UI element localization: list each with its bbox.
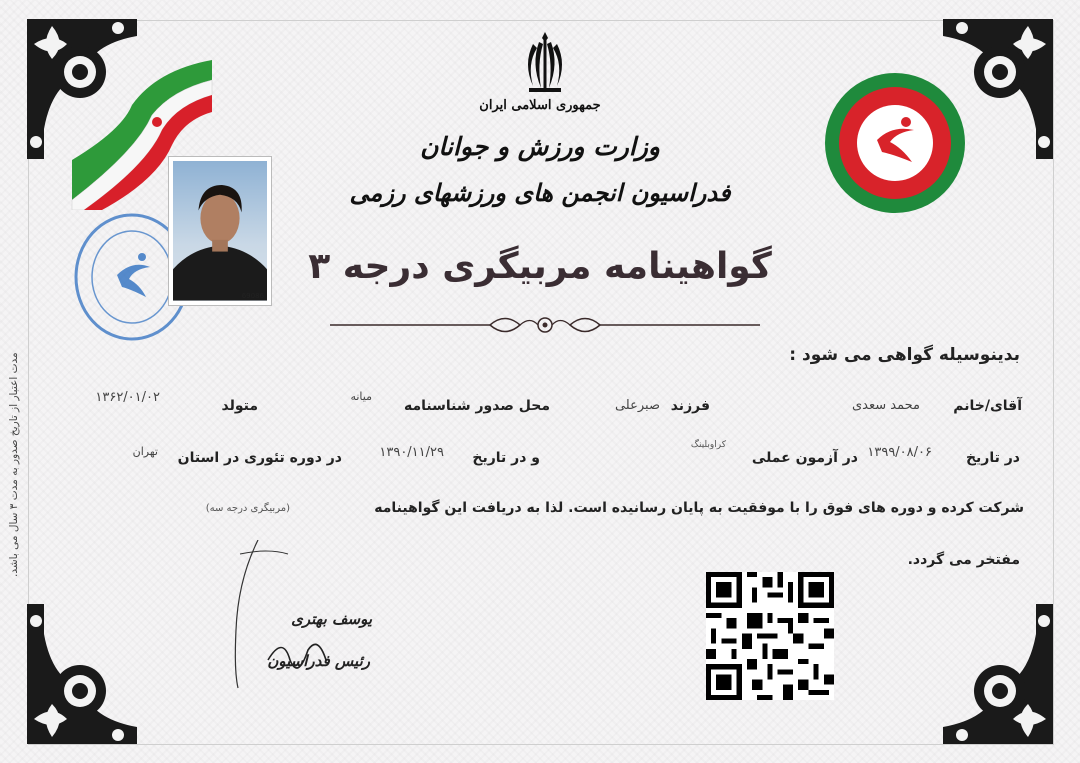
father-value: صبرعلی bbox=[614, 398, 660, 413]
federation-name: فدراسیون انجمن های ورزشهای رزمی bbox=[349, 178, 731, 207]
signer-name: یوسف بهتری bbox=[291, 610, 372, 628]
certificate-title: گواهینامه مربیگری درجه ۳ bbox=[308, 246, 772, 287]
mr-mrs-label: آقای/خانم bbox=[953, 398, 1022, 414]
and-on-date-label: و در تاریخ bbox=[472, 450, 540, 466]
country-name: جمهوری اسلامی ایران bbox=[479, 98, 601, 113]
on-date-label: در تاریخ bbox=[965, 450, 1020, 466]
grade-value: (مربیگری درجه سه) bbox=[205, 503, 290, 514]
practical-exam-label: در آزمون عملی bbox=[751, 450, 858, 466]
portrait-image bbox=[173, 161, 267, 301]
proud-text: مفتخر می گردد. bbox=[907, 552, 1020, 568]
signer-role: رئیس فدراسیون bbox=[267, 652, 370, 670]
theory-date-value: ۱۳۹۰/۱۱/۲۹ bbox=[379, 445, 444, 460]
discipline-value: کراوبلینگ bbox=[690, 440, 726, 450]
validity-note: مدت اعتبار از تاریخ صدور به مدت ۳ سال می باشد. bbox=[8, 352, 20, 578]
issue-place-value: میانه bbox=[350, 390, 372, 403]
born-label: متولد bbox=[221, 398, 258, 414]
holder-photo bbox=[168, 156, 272, 306]
ministry-name: وزارت ورزش و جوانان bbox=[420, 132, 660, 161]
title-ornament bbox=[330, 312, 760, 338]
corner-ornament-bottom-left bbox=[22, 599, 142, 749]
intro-text: بدینوسیله گواهی می شود : bbox=[789, 345, 1020, 365]
issue-place-label: محل صدور شناسنامه bbox=[403, 398, 550, 414]
theory-course-label: در دوره تئوری در استان bbox=[177, 450, 342, 466]
federation-logo bbox=[822, 70, 968, 216]
practical-date-value: ۱۳۹۹/۰۸/۰۶ bbox=[867, 445, 932, 460]
name-value: محمد سعدی bbox=[852, 398, 920, 413]
child-of-label: فرزند bbox=[670, 398, 710, 414]
photo-number: 69086 bbox=[241, 292, 264, 300]
corner-ornament-bottom-right bbox=[938, 599, 1058, 749]
birth-date-value: ۱۳۶۲/۰۱/۰۲ bbox=[95, 390, 160, 405]
completion-text: شرکت کرده و دوره های فوق را با موفقیت به پایان رسانیده است. لذا به دریافت این گواهینامه bbox=[374, 500, 1024, 516]
province-value: تهران bbox=[132, 445, 158, 458]
iran-emblem-icon bbox=[515, 28, 575, 98]
qr-code bbox=[706, 572, 834, 700]
